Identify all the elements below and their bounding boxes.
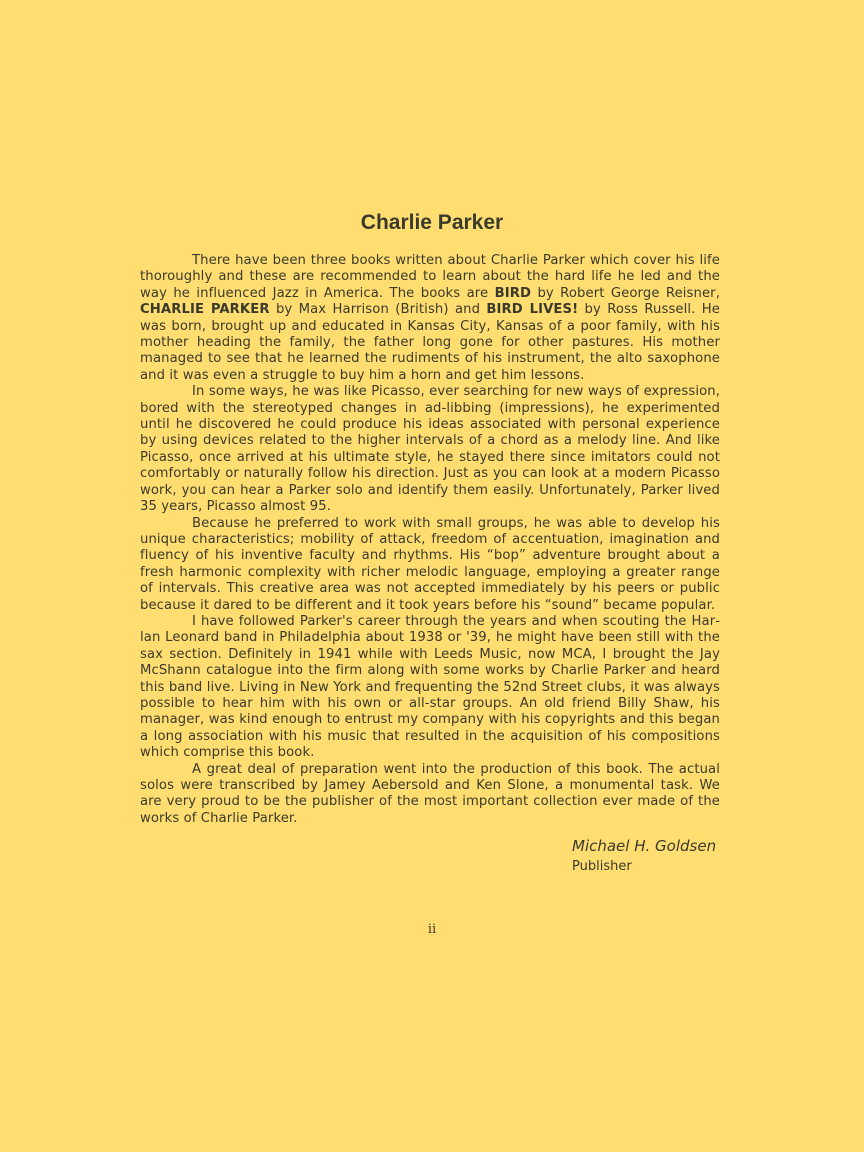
paragraph-text: In some ways, he was like Picasso, ever searching for new ways of expression, bored with the stereotyped changes in ad-libbing (impressions), he experimented until he discovered he could produce his ideas associated with personal experience by using devices related to the higher intervals of a chord as a melody line. And like Picasso, once arrived at his ultimate style, he stayed there since imitators could not comfortably or naturally follow his direction. Just as you can look at a modern Picasso work, you can hear a Parker solo and identify them easily. Unfortunately, Parker lived 35 years, Picasso almost 95.	[140, 384, 720, 515]
paragraph-text: by Ross Russell. He was born, brought up and educated in Kansas City, Kansas of a poor family, with his mother heading the family, the father long gone for other pastures. His mother managed to see that he learned the rudiments of his instrument, the alto saxophone and it was even a struggle to buy him a horn and get him lessons.	[140, 302, 721, 383]
paragraph-text: A great deal of preparation went into the production of this book. The actual solos were transcribed by Jamey Aebersold and Ken Slone, a monumental task. We are very proud to be the publisher of the most important collection ever made of the works of Charlie Parker.	[140, 761, 720, 826]
paragraph	[140, 253, 720, 384]
paragraph	[140, 384, 720, 515]
paragraph-text: There have been three books written about Charlie Parker which cover his life thoroughly and these are recommended to learn about the hard life he led and the way he influenced Jazz in America. The books are	[140, 253, 720, 301]
signature-title: Publisher	[572, 859, 632, 874]
page-number: ii	[427, 922, 437, 937]
paragraph-text: by Max Harrison (British) and	[269, 302, 487, 318]
signature-name: Michael H. Goldsen	[572, 837, 717, 855]
book-title: BIRD	[494, 285, 532, 301]
paragraph-text: by Robert George Reisner,	[531, 285, 720, 301]
book-title: CHARLIE PARKER	[140, 302, 270, 318]
page-title: Charlie Parker	[360, 211, 504, 234]
paragraph-text: I have followed Parker's career through the years and when scouting the Harlan Leonard band in Philadelphia about 1938 or '39, he might have been still with the sax section. Definitely in 1941 while with Leeds Music, now MCA, I brought the Jay McShann catalogue into the firm along with some works by Charlie Parker and heard this band live. Living in New York and frequenting the 52nd Street clubs, it was always possible to hear him with his own or all-star groups. An old friend Billy Shaw, his manager, was kind enough to entrust my company with his copyrights and this began a long association with his music that resulted in the acquisition of his compositions which comprise this book.	[140, 613, 720, 761]
book-title: BIRD LIVES!	[486, 302, 579, 318]
paragraph	[140, 762, 720, 828]
body-text	[140, 253, 720, 827]
signature-block	[572, 836, 716, 876]
paragraph	[140, 516, 720, 614]
paragraph-text: Because he preferred to work with small groups, he was able to develop his unique characteristics; mobility of attack, freedom of accentuation, imagination and fluency of his inventive faculty and rhythms. His “bop” adventure brought about a fresh harmonic complexity with richer melodic language, employing a greater range of intervals. This creative area was not accepted immediately by his peers or public because it dared to be different and it took years before his “sound” became popular.	[140, 515, 720, 613]
paragraph	[140, 614, 720, 762]
